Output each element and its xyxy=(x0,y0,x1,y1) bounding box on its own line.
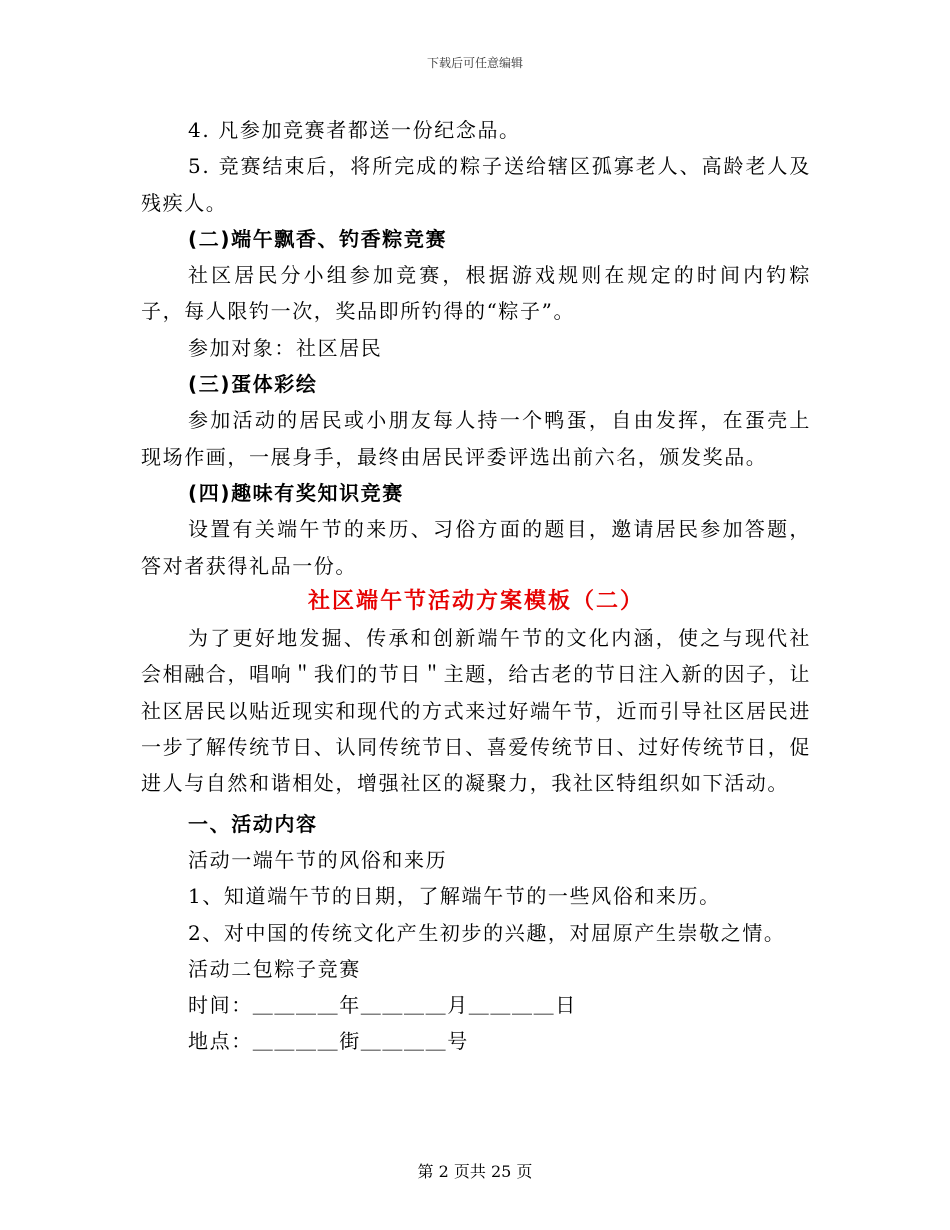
list-item-5: 5. 竞赛结束后，将所完成的粽子送给辖区孤寡老人、高龄老人及残疾人。 xyxy=(141,154,811,215)
document-body xyxy=(141,112,811,1060)
section-heading-4: (四)趣味有奖知识竞赛 xyxy=(188,480,404,505)
list-item-2: 2、对中国的传统文化产生初步的兴趣，对屈原产生崇敬之情。 xyxy=(188,920,786,945)
paragraph: 活动二包粽子竞赛 xyxy=(188,956,361,981)
paragraph: 参加活动的居民或小朋友每人持一个鸭蛋，自由发挥，在蛋壳上现场作画，一展身手，最终由居民评委评选出前六名，颁发奖品。 xyxy=(141,408,811,469)
section-heading-3: (三)蛋体彩绘 xyxy=(188,372,318,397)
location-line: 地点：＿＿＿＿街＿＿＿＿号 xyxy=(188,1029,469,1054)
paragraph: 设置有关端午节的来历、习俗方面的题目，邀请居民参加答题，答对者获得礼品一份。 xyxy=(141,517,811,578)
paragraph: 活动一端午节的风俗和来历 xyxy=(188,847,448,872)
page-footer: 第 2 页共 25 页 xyxy=(417,1162,533,1181)
intro-paragraph: 为了更好地发掘、传承和创新端午节的文化内涵，使之与现代社会相融合，唱响＂我们的节日＂主题，给古老的节日注入新的因子，让社区居民以贴近现实和现代的方式来过好端午节，近而引导社区居民进一步了解传统节日、认同传统节日、喜爱传统节日、过好传统节日，促进人与自然和谐相处，增强社区的凝聚力，我社区特组织如下活动。 xyxy=(141,626,811,796)
list-item-1: 1、知道端午节的日期，了解端午节的一些风俗和来历。 xyxy=(188,884,721,909)
page-header: 下载后可任意编辑 xyxy=(426,56,523,70)
paragraph: 社区居民分小组参加竞赛，根据游戏规则在规定的时间内钓粽子，每人限钓一次，奖品即所钓得的“粽子”。 xyxy=(141,263,811,324)
document-title: 社区端午节活动方案模板（二） xyxy=(307,588,644,614)
time-line: 时间：＿＿＿＿年＿＿＿＿月＿＿＿＿日 xyxy=(188,993,577,1018)
section-heading-2: (二)端午飘香、钓香粽竞赛 xyxy=(188,226,448,251)
paragraph: 参加对象：社区居民 xyxy=(188,335,383,360)
list-item-4: 4. 凡参加竞赛者都送一份纪念品。 xyxy=(188,118,521,142)
section-heading-activities: 一、活动内容 xyxy=(188,811,318,836)
